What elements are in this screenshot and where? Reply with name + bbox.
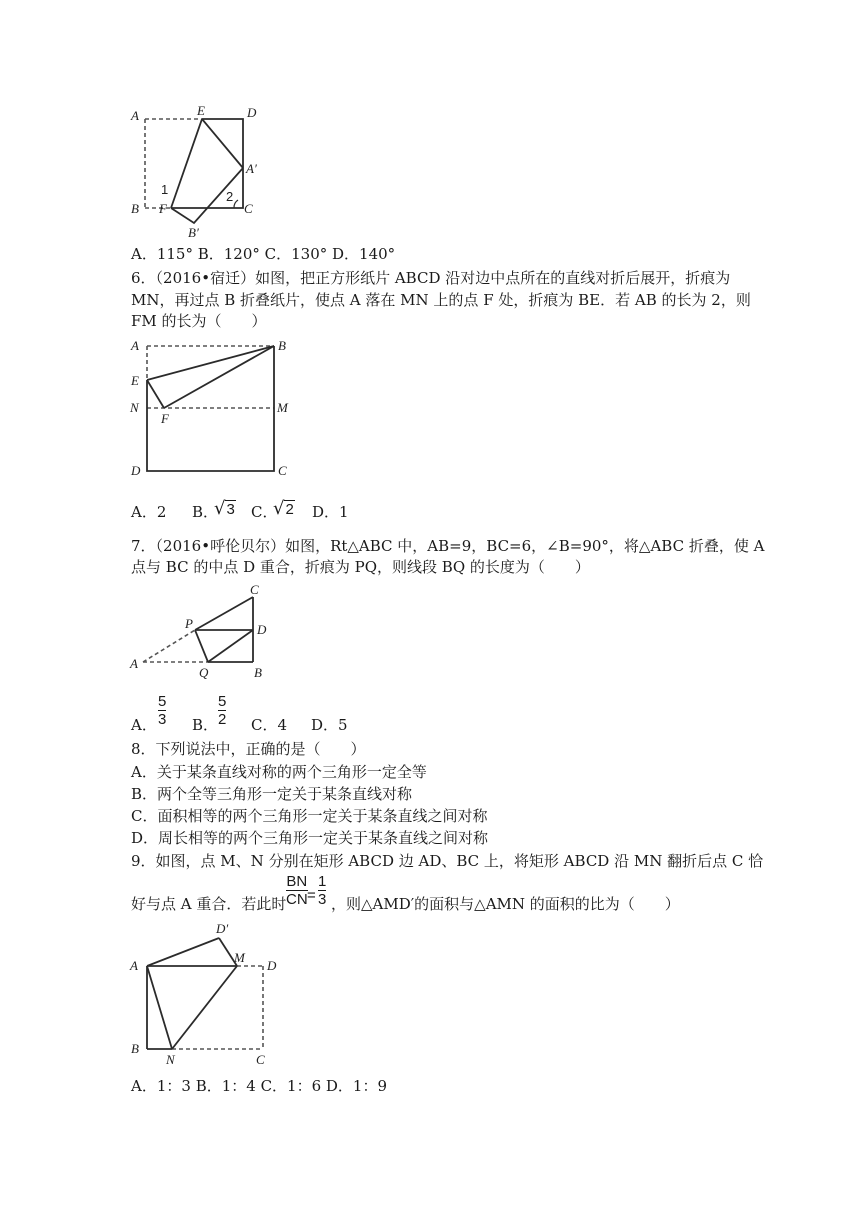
- q6-option-c-radicand: 2: [285, 501, 294, 518]
- q9-stem-line2-start: 好与点 A 重合．若此时: [131, 895, 287, 913]
- q8-option-b: B．两个全等三角形一定关于某条直线对称: [131, 785, 413, 803]
- q7-label-a: A: [130, 656, 138, 671]
- q9-label-a: A: [130, 958, 138, 973]
- q5-label-b: B: [131, 201, 139, 216]
- q6-label-d: D: [131, 463, 141, 478]
- q7-label-p: P: [185, 616, 193, 631]
- q7-label-b: B: [254, 665, 262, 680]
- q7-option-d: D．5: [311, 716, 348, 734]
- q8-stem: 8．下列说法中，正确的是（ ）: [131, 740, 366, 758]
- q9-figure: [126, 918, 296, 1068]
- q6-stem-line2: MN，再过点 B 折叠纸片，使点 A 落在 MN 上的点 F 处，折痕为 BE．若 AB 的长为 2，则: [131, 291, 751, 309]
- q7-option-c: C．4: [251, 716, 288, 734]
- q7-option-b-fraction: [218, 693, 226, 728]
- q6-label-n: N: [130, 400, 139, 415]
- q5-label-b-prime: B′: [188, 225, 199, 240]
- q6-option-b-sqrt: [214, 499, 236, 520]
- q6-option-d: D．1: [312, 503, 349, 521]
- q7-option-a-numerator: 5: [158, 693, 167, 710]
- q9-segment-an: [147, 966, 172, 1049]
- q7-figure: [126, 580, 276, 680]
- q8-option-a: A．关于某条直线对称的两个三角形一定全等: [131, 763, 427, 781]
- q8-option-d: D．周长相等的两个三角形一定关于某条直线之间对称: [131, 829, 489, 847]
- q5-label-a: A: [131, 108, 139, 123]
- q5-segment-ea: [202, 119, 243, 168]
- q6-stem-line3: FM 的长为（ ）: [131, 312, 267, 330]
- q7-option-a-fraction: [158, 693, 166, 728]
- q5-label-d: D: [247, 105, 257, 120]
- q9-ratio-denominator: CN: [286, 891, 308, 908]
- q9-label-c: C: [256, 1052, 265, 1067]
- q6-stem-line1: 6．（2016•宿迁）如图，把正方形纸片 ABCD 沿对边中点所在的直线对折后展开，折痕为: [131, 269, 731, 287]
- q7-crease-pq: [195, 630, 208, 662]
- q9-stem-line1: 9．如图，点 M、N 分别在矩形 ABCD 边 AD、BC 上，将矩形 ABCD 沿 MN 翻折后点 C 恰: [131, 852, 764, 870]
- q6-option-c: C．: [251, 503, 278, 521]
- q5-crease-ef: [171, 119, 202, 208]
- q5-figure: [126, 100, 276, 245]
- q9-options: A．1：3 B．1：4 C．1：6 D．1：9: [131, 1077, 388, 1095]
- q6-option-a: A．2: [131, 503, 167, 521]
- q9-value-numerator: 1: [318, 873, 327, 890]
- q7-option-a-denominator: 3: [158, 711, 167, 728]
- q5-angle2-label: 2: [226, 189, 234, 204]
- q7-label-q: Q: [199, 665, 209, 680]
- q7-stem-line2: 点与 BC 的中点 D 重合，折痕为 PQ，则线段 BQ 的长度为（ ）: [131, 558, 590, 576]
- q7-segment-pc: [195, 597, 253, 630]
- q9-label-d-prime: D′: [216, 921, 229, 936]
- q7-stem-line1: 7．（2016•呼伦贝尔）如图，Rt△ABC 中，AB=9，BC=6，∠B=90°，将△ABC 折叠，使 A: [131, 537, 765, 555]
- q7-label-d: D: [257, 622, 267, 637]
- q9-label-d: D: [267, 958, 277, 973]
- q5-label-c: C: [244, 201, 253, 216]
- q6-label-c: C: [278, 463, 287, 478]
- q6-crease-be: [147, 346, 274, 380]
- q9-ratio-one-third: [318, 873, 326, 908]
- q7-label-c: C: [250, 582, 259, 597]
- q9-label-b: B: [131, 1041, 139, 1056]
- q6-option-c-sqrt: [273, 499, 295, 520]
- q9-segment-ad-prime: [147, 938, 219, 966]
- q9-label-m: M: [234, 950, 245, 965]
- q7-option-b-denominator: 2: [218, 711, 227, 728]
- q5-angle2-arc: [234, 200, 238, 208]
- q9-ratio-numerator: BN: [286, 873, 308, 890]
- q6-segment-ef: [147, 380, 164, 408]
- q6-label-a: A: [131, 338, 139, 353]
- q5-label-a-prime: A′: [246, 161, 257, 176]
- q9-equals-sign: =: [307, 887, 316, 904]
- q7-option-b-numerator: 5: [218, 693, 227, 710]
- q9-stem-line2-end: ，则△AMD′的面积与△AMN 的面积的比为（ ）: [331, 895, 680, 913]
- q7-option-a: A．: [131, 716, 157, 734]
- q6-label-f: F: [161, 411, 169, 426]
- q6-segment-bf: [164, 346, 274, 408]
- q9-ratio-bn-cn: [286, 873, 308, 908]
- q6-option-b: B．: [192, 503, 219, 521]
- q8-option-c: C．面积相等的两个三角形一定关于某条直线之间对称: [131, 807, 488, 825]
- q7-segment-qd: [208, 630, 253, 662]
- q7-option-b: B．: [192, 716, 219, 734]
- q9-value-denominator: 3: [318, 891, 327, 908]
- q5-angle1-label: 1: [161, 182, 169, 197]
- sqrt-radical-icon: √: [214, 498, 226, 519]
- q6-label-m: M: [277, 400, 288, 415]
- q5-options: A．115° B．120° C．130° D．140°: [131, 245, 396, 263]
- q6-label-e: E: [131, 373, 139, 388]
- q5-label-f: F: [159, 201, 167, 216]
- q9-crease-mn: [172, 966, 237, 1049]
- sqrt-radical-icon: √: [273, 498, 285, 519]
- q7-fold-ap: [143, 630, 195, 662]
- q6-option-b-radicand: 3: [226, 501, 235, 518]
- q6-figure: [126, 334, 301, 484]
- q9-label-n: N: [166, 1052, 175, 1067]
- q6-label-b: B: [278, 338, 286, 353]
- q5-label-e: E: [197, 103, 205, 118]
